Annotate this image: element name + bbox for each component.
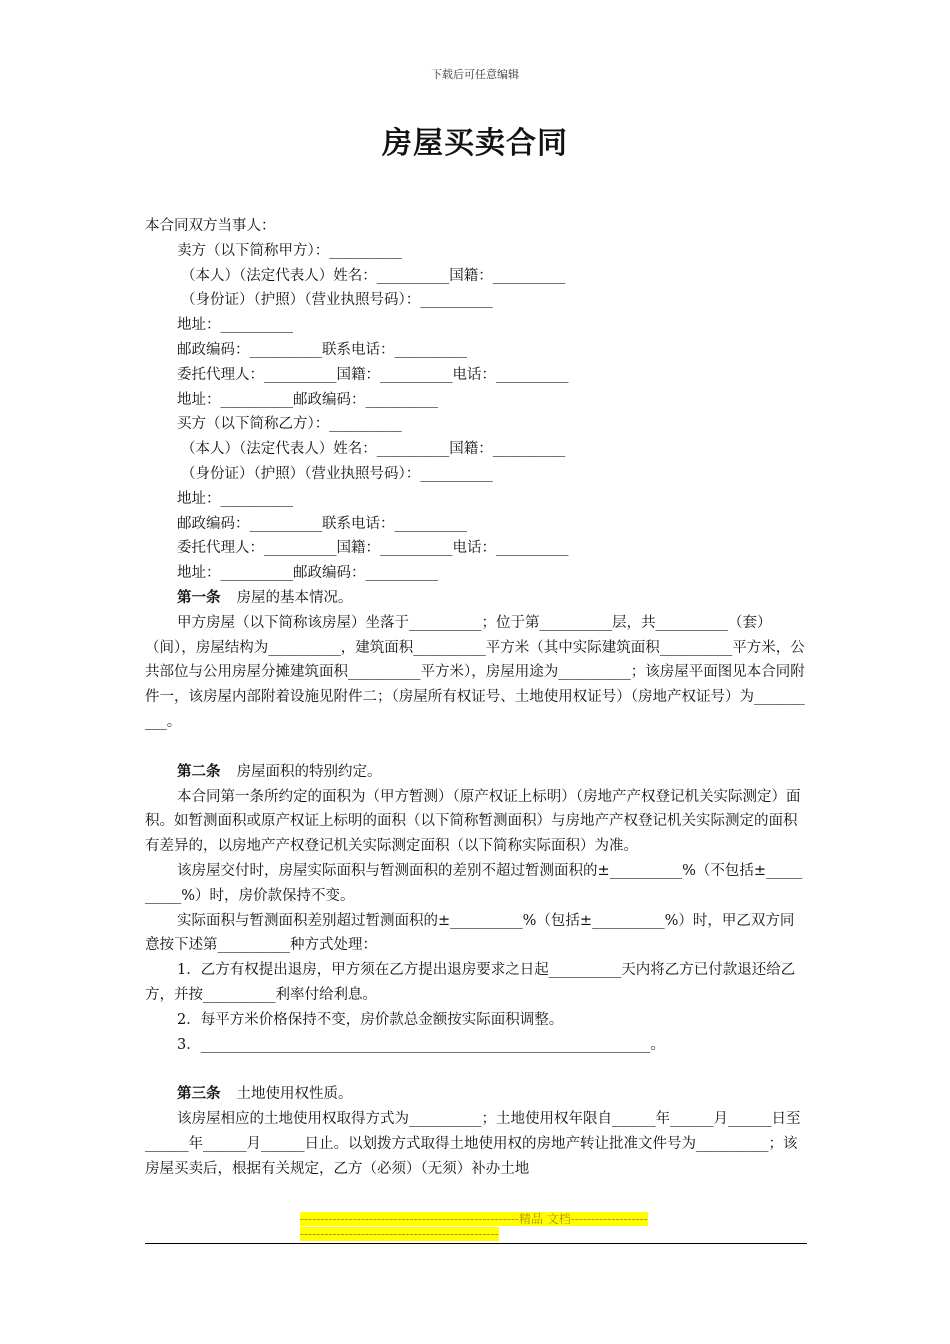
seller-line: （本人）（法定代表人）姓名：__________国籍：__________ — [181, 267, 566, 284]
buyer-line: （身份证）（护照）（营业执照号码）：__________ — [181, 465, 493, 482]
article-3-paragraph-1: 该房屋相应的土地使用权取得方式为__________；土地使用权年限自______年______月______日至______年______月______日止。以划拨方式取得土地使用权的房地产转让批准文件号为__________；该房屋买卖后，根据有关规定，乙方（必须）（无须）补办土地 — [145, 1111, 801, 1177]
footer-divider — [145, 1243, 807, 1244]
article-2-paragraph-1: 本合同第一条所约定的面积为（甲方暂测）（原产权证上标明）（房地产产权登记机关实际测定）面积。如暂测面积或原产权证上标明的面积（以下简称暂测面积）与房地产产权登记机关实际测定的面积有差异的，以房地产产权登记机关实际测定面积（以下简称实际面积）为准。 — [145, 788, 801, 855]
intro-line: 本合同双方当事人： — [145, 218, 276, 234]
seller-line: （身份证）（护照）（营业执照号码）：__________ — [181, 292, 493, 309]
contract-body — [145, 214, 807, 1181]
article-3-heading — [145, 1082, 807, 1107]
spacer — [145, 1057, 807, 1082]
article-2-option-3: 3．______________________________________________________________。 — [177, 1036, 665, 1053]
article-1-paragraph: 甲方房屋（以下简称该房屋）坐落于__________；位于第__________层，共__________（套）（间），房屋结构为__________，建筑面积__________平方米（其中实际建筑面积__________平方米，公共部位与公用房屋分摊建筑面积__________平方米），房屋用途为__________；该房屋平面图见本合同附件一，该房屋内部附着设施见附件二；（房屋所有权证号、土地使用权证号）（房地产权证号）为__________。 — [145, 614, 805, 730]
article-2-paragraph-2: 该房屋交付时，房屋实际面积与暂测面积的差别不超过暂测面积的±__________%（不包括±__________%）时，房价款保持不变。 — [145, 862, 803, 904]
article-3-title: 土地使用权性质。 — [236, 1086, 353, 1103]
footer-watermark-text: ------------------------------------------------------精品 文档-------------------------------------------------------------------- — [300, 1212, 648, 1241]
spacer — [145, 735, 807, 760]
buyer-line: 买方（以下简称乙方）：__________ — [177, 416, 402, 433]
seller-line: 卖方（以下简称甲方）：__________ — [177, 242, 402, 259]
seller-line: 地址：__________ — [177, 317, 293, 334]
article-1-title: 房屋的基本情况。 — [236, 589, 353, 606]
document-title: 房屋买卖合同 — [382, 126, 568, 161]
header-note: 下载后可任意编辑 — [431, 68, 519, 81]
article-3-label: 第三条 — [177, 1085, 221, 1103]
seller-line: 委托代理人：__________国籍：__________电话：__________ — [177, 366, 569, 383]
article-2-option-1: 1．乙方有权提出退房，甲方须在乙方提出退房要求之日起__________天内将乙方已付款退还给乙方，并按__________利率付给利息。 — [145, 962, 796, 1003]
article-2-paragraph-3: 实际面积与暂测面积差别超过暂测面积的±__________%（包括±__________%）时，甲乙双方同意按下述第__________种方式处理： — [145, 912, 795, 954]
buyer-line: 委托代理人：__________国籍：__________电话：__________ — [177, 540, 569, 557]
article-1-label: 第一条 — [177, 588, 221, 606]
buyer-line: 地址：__________邮政编码：__________ — [177, 565, 438, 582]
buyer-line: （本人）（法定代表人）姓名：__________国籍：__________ — [181, 441, 566, 458]
footer-watermark — [300, 1212, 650, 1242]
seller-line: 地址：__________邮政编码：__________ — [177, 391, 438, 408]
article-2-label: 第二条 — [177, 762, 221, 780]
buyer-line: 地址：__________ — [177, 490, 293, 507]
article-2-title: 房屋面积的特别约定。 — [236, 763, 382, 780]
article-2-heading — [145, 760, 807, 785]
seller-line: 邮政编码：__________联系电话：__________ — [177, 341, 467, 358]
article-2-option-2: 2．每平方米价格保持不变，房价款总金额按实际面积调整。 — [177, 1011, 564, 1028]
buyer-line: 邮政编码：__________联系电话：__________ — [177, 515, 467, 532]
article-1-heading — [145, 586, 807, 611]
